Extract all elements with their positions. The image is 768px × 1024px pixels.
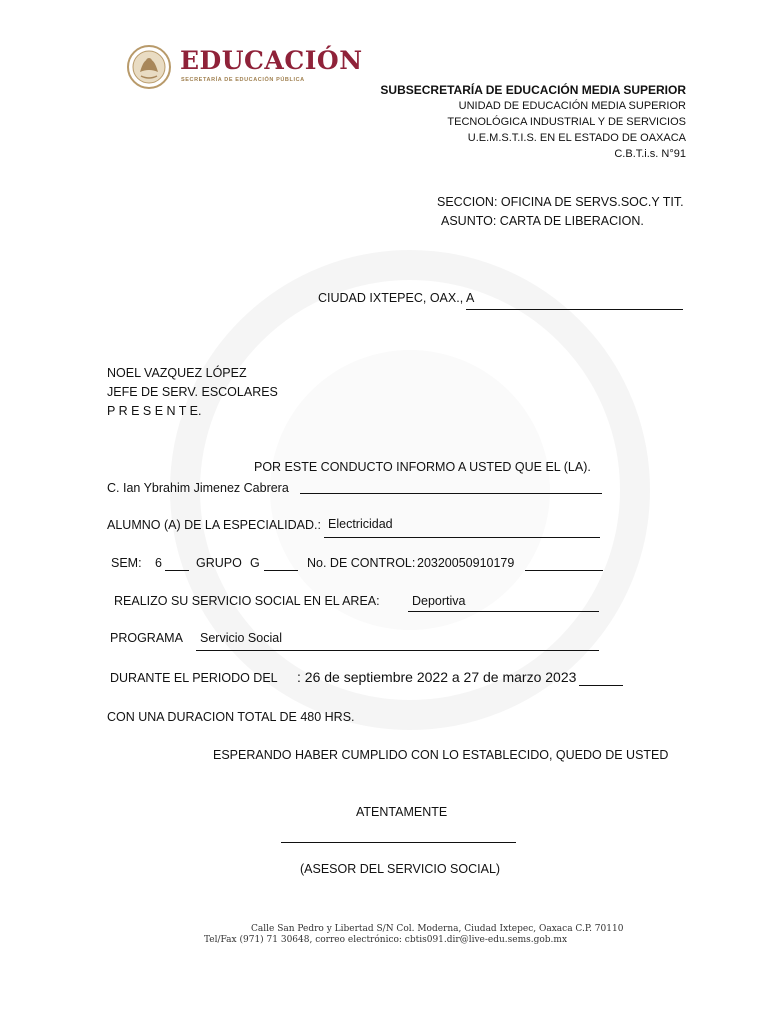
periodo-underline — [579, 685, 623, 686]
watermark-center — [270, 350, 550, 630]
footer-address: Calle San Pedro y Libertad S/N Col. Moderna, Ciudad Ixtepec, Oaxaca C.P. 70110 — [251, 924, 624, 934]
logo-title: EDUCACIÓN — [180, 46, 363, 75]
intro-line: POR ESTE CONDUCTO INFORMO A USTED QUE EL (LA). — [254, 460, 591, 474]
footer-contact: Tel/Fax (971) 71 30648, correo electrónico: cbtis091.dir@live-edu.sems.gob.mx — [204, 935, 568, 945]
grupo-label: GRUPO — [196, 556, 242, 570]
programa-underline — [196, 650, 599, 651]
asesor-line: (ASESOR DEL SERVICIO SOCIAL) — [300, 862, 501, 876]
especialidad-label: ALUMNO (A) DE LA ESPECIALIDAD.: — [107, 518, 321, 532]
recipient-role: JEFE DE SERV. ESCOLARES — [107, 385, 278, 399]
place-line: CIUDAD IXTEPEC, OAX., A — [318, 291, 475, 305]
seccion-line: SECCION: OFICINA DE SERVS.SOC.Y TIT. — [437, 195, 684, 209]
date-blank-line — [466, 309, 683, 310]
presente-line: P R E S E N T E. — [107, 404, 202, 418]
programa-value: Servicio Social — [200, 631, 282, 645]
duracion-line: CON UNA DURACION TOTAL DE 480 HRS. — [107, 710, 355, 724]
sem-underline — [165, 570, 189, 571]
header-line-4: U.E.M.S.T.I.S. EN EL ESTADO DE OAXACA — [467, 132, 686, 144]
recipient-name: NOEL VAZQUEZ LÓPEZ — [107, 366, 247, 380]
header-line-3: TECNOLÓGICA INDUSTRIAL Y DE SERVICIOS — [447, 116, 686, 128]
especialidad-underline — [324, 537, 600, 538]
periodo-label: DURANTE EL PERIODO DEL — [110, 671, 278, 685]
sem-label: SEM: — [111, 556, 142, 570]
header-line-5: C.B.T.i.s. N°91 — [614, 148, 686, 160]
signature-line — [281, 842, 516, 843]
grupo-value: G — [250, 556, 260, 570]
atentamente-line: ATENTAMENTE — [356, 805, 448, 819]
header-line-1: SUBSECRETARÍA DE EDUCACIÓN MEDIA SUPERIOR — [380, 83, 686, 97]
area-label: REALIZO SU SERVICIO SOCIAL EN EL AREA: — [114, 594, 380, 608]
asunto-line: ASUNTO: CARTA DE LIBERACION. — [441, 214, 644, 228]
control-value: 20320050910179 — [417, 556, 515, 570]
control-label: No. DE CONTROL: — [307, 556, 416, 570]
student-underline — [300, 493, 602, 494]
grupo-underline — [264, 570, 298, 571]
closing-line: ESPERANDO HABER CUMPLIDO CON LO ESTABLECIDO, QUEDO DE USTED — [213, 748, 669, 762]
area-value: Deportiva — [412, 594, 466, 608]
programa-label: PROGRAMA — [110, 631, 183, 645]
periodo-value: : 26 de septiembre 2022 a 27 de marzo 2023 — [297, 669, 577, 685]
student-name: C. Ian Ybrahim Jimenez Cabrera — [107, 481, 289, 495]
header-line-2: UNIDAD DE EDUCACIÓN MEDIA SUPERIOR — [458, 100, 686, 112]
especialidad-value: Electricidad — [328, 517, 393, 531]
control-underline — [525, 570, 603, 571]
mexican-eagle-seal-icon — [126, 44, 172, 90]
area-underline — [408, 611, 599, 612]
logo-subtitle: SECRETARÍA DE EDUCACIÓN PÚBLICA — [181, 77, 305, 83]
sem-value: 6 — [155, 556, 162, 570]
